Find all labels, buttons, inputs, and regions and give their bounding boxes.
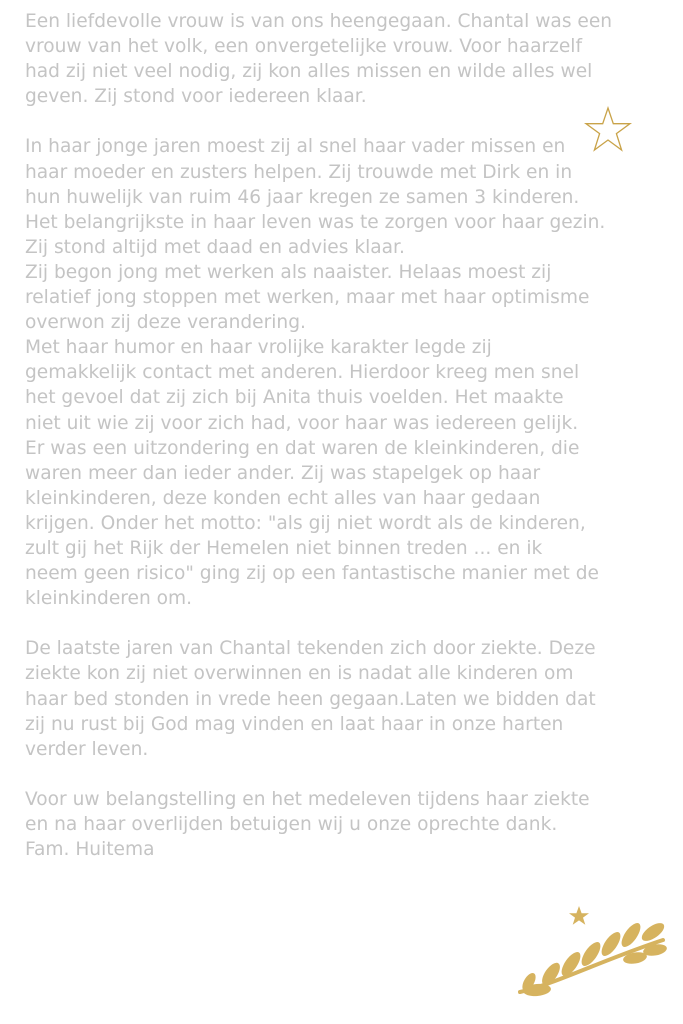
star-outline-icon xyxy=(584,106,632,154)
paragraph-illness: De laatste jaren van Chantal tekenden zich door ziekte. Deze ziekte kon zij niet overwinnen en is nadat alle kinderen om haar bed stonden in vrede heen gegaan.Laten we bidden dat zij nu rust bij God mag vinden en laat haar in onze harten verder leven. xyxy=(25,638,596,760)
memorial-text xyxy=(25,9,675,862)
paragraph-character: Met haar humor en haar vrolijke karakter legde zij gemakkelijk contact met anderen. Hierdoor kreeg men snel het gevoel dat zij zich bij Anita thuis voelden. Het maakte niet uit wie zij voor zich had, voor haar was iedereen gelijk. Er was een uitzondering en dat waren de kleinkinderen, die waren meer dan ieder ander. Zij was stapelgek op haar kleinkinderen, deze konden echt alles van haar gedaan krijgen. Onder het motto: "als gij niet wordt als de kinderen, zult gij het Rijk der Hemelen niet binnen treden ... en ik neem geen risico" ging zij op een fantastische manier met de kleinkinderen om. xyxy=(25,337,599,610)
paragraph-thanks: Voor uw belangstelling en het medeleven tijdens haar ziekte en na haar overlijden betuigen wij u onze oprechte dank. Fam. Huitema xyxy=(25,788,590,861)
paragraph-youth-family: In haar jonge jaren moest zij al snel haar vader missen en haar moeder en zusters helpen. Zij trouwde met Dirk en in hun huwelijk van ruim 46 jaar kregen ze samen 3 kinderen. Het belangrijkste in haar leven was te zorgen voor haar gezin. Zij stond altijd met daad en advies klaar. xyxy=(25,136,606,258)
paragraph-intro: Een liefdevolle vrouw is van ons heengegaan. Chantal was een vrouw van het volk, een onvergetelijke vrouw. Voor haarzelf had zij niet veel nodig, zij kon alles missen en wilde alles wel geven. Zij stond voor iedereen klaar. xyxy=(25,11,613,108)
gold-sprig-with-star-icon xyxy=(515,904,670,1002)
paragraph-work: Zij begon jong met werken als naaister. Helaas moest zij relatief jong stoppen met werken, maar met haar optimisme overwon zij deze verandering. xyxy=(25,261,590,334)
